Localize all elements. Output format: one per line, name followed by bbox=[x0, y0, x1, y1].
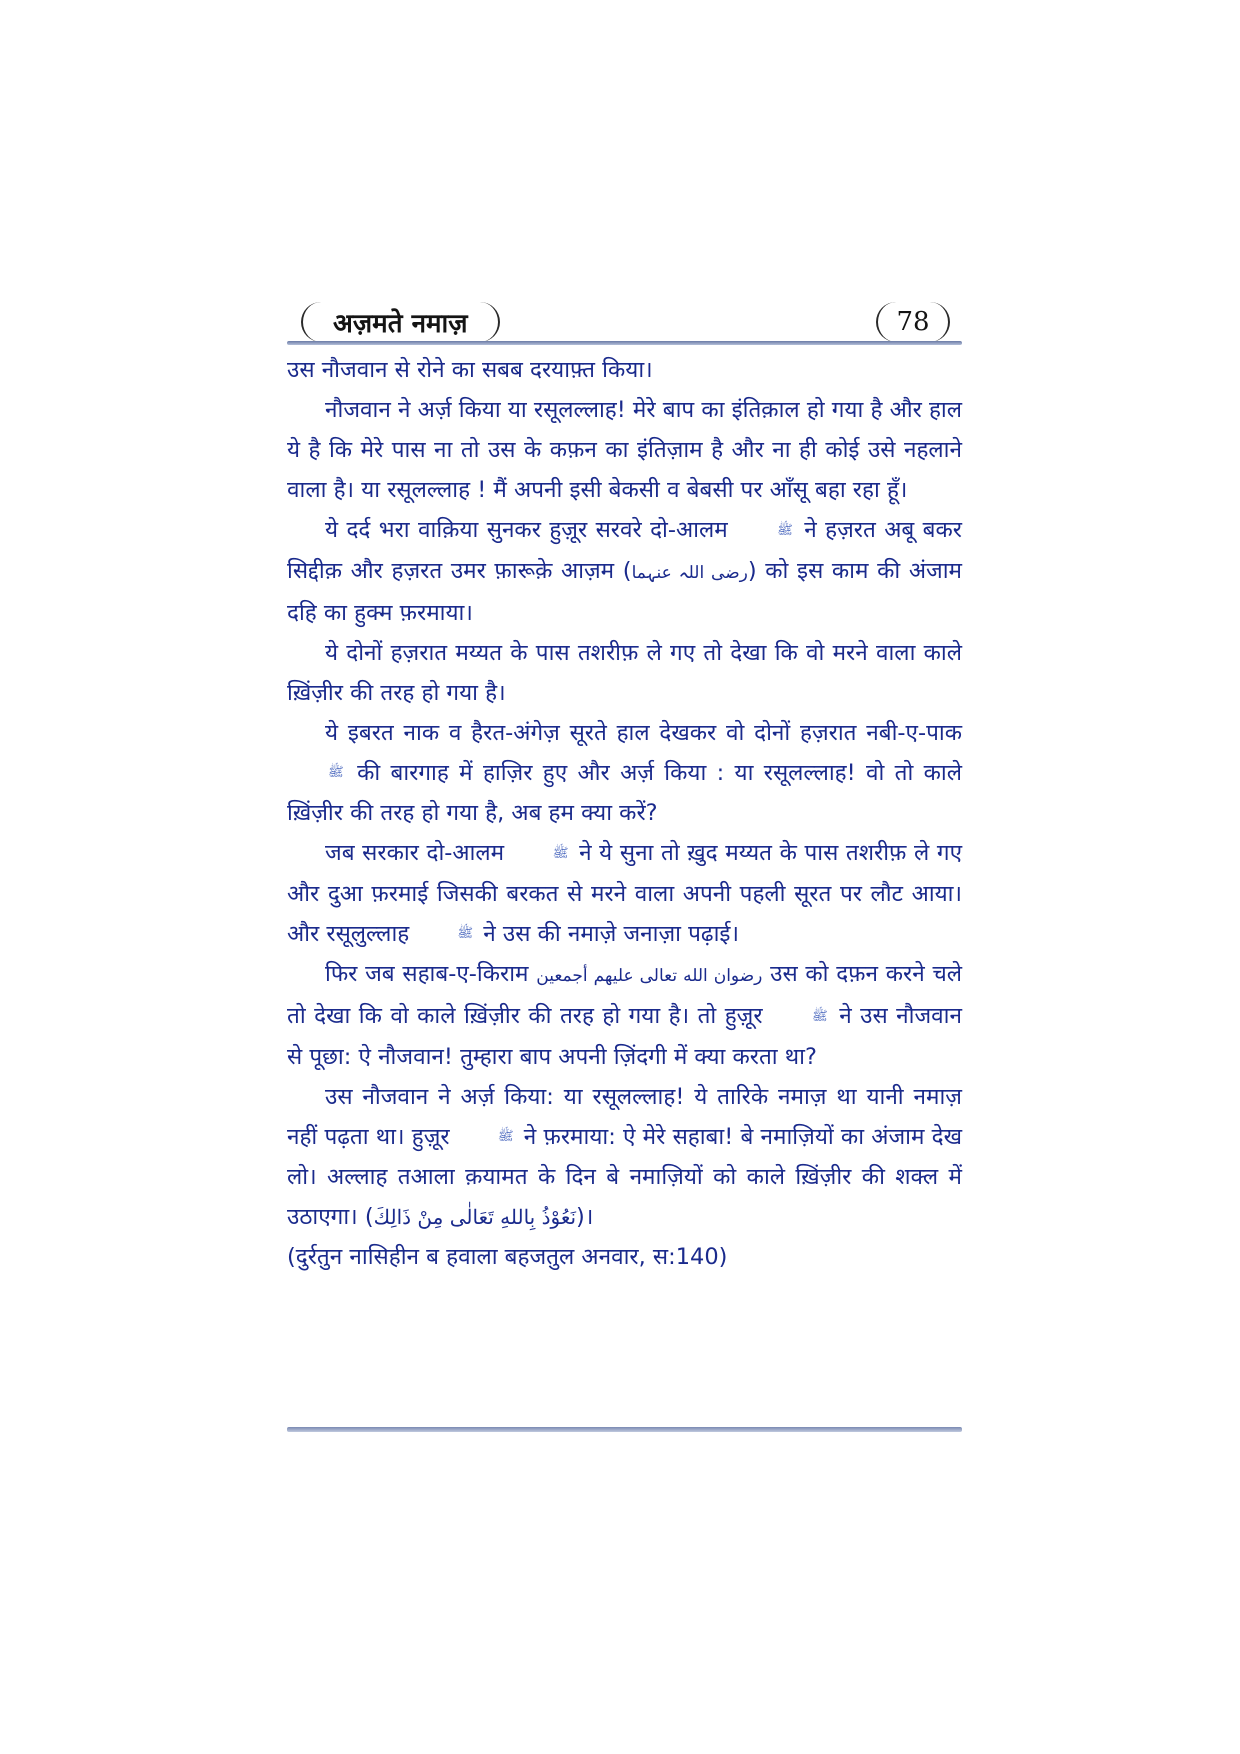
salawat-symbol: ﷺ bbox=[777, 522, 793, 538]
footer-rule bbox=[287, 1427, 962, 1432]
page-header bbox=[287, 300, 962, 346]
book-title: अज़मते नमाज़ bbox=[301, 302, 500, 342]
paragraph-8: उस नौजवान ने अर्ज़ किया: या रसूलल्लाह! ये तारिके नमाज़ था यानी नमाज़ नहीं पढ़ता था। हुज़ूर ﷺ ने फ़रमाया: ऐ मेरे सहाबा! बे नमाज़ियों का अंजाम देख लो। अल्लाह तआला क़यामत के दिन बे नमाज़ियों को काले ख़िंज़ीर की शक्ल में उठाएगा। (نَعُوْذُ بِاللهِ تَعَالٰى مِنْ ذَالِكَ)। bbox=[287, 1083, 963, 1230]
salawat-symbol: ﷺ bbox=[497, 1129, 514, 1144]
paragraph-5: ये इबरत नाक व हैरत-अंगेज़ सूरते हाल देखकर वो दोनों हज़रात नबी-ए-पाक ﷺ की बारगाह में हाज़िर हुए और अर्ज़ किया : या रसूलल्लाह! वो तो काले ख़िंज़ीर की तरह हो गया है, अब हम क्या करें? bbox=[287, 719, 962, 826]
header-rule bbox=[287, 341, 962, 345]
paragraph-4: ये दोनों हज़रात मय्यत के पास तशरीफ़ ले गए तो देखा कि वो मरने वाला काले ख़िंज़ीर की तरह हो गया है। bbox=[287, 639, 962, 706]
page-number: 78 bbox=[876, 302, 950, 342]
paragraph-3: ये दर्द भरा वाक़िया सुनकर हुज़ूर सरवरे दो-आलम ﷺ ने हज़रत अबू बकर सिद्दीक़ और हज़रत उमर फ़ारूक़े आज़म (رضی اللہ عنہما) को इस काम की अंजाम दहि का हुक्म फ़रमाया। bbox=[287, 510, 962, 633]
salawat-symbol: ﷺ bbox=[812, 1008, 828, 1024]
arabic-phrase: نَعُوْذُ بِاللهِ تَعَالٰى مِنْ ذَالِكَ bbox=[373, 1205, 577, 1229]
salawat-symbol: ﷺ bbox=[457, 926, 474, 941]
paragraph-7: फिर जब सहाब-ए-किराम رضوان الله تعالى عليهم أجمعين उस को दफ़न करने चले तो देखा कि वो काले ख़िंज़ीर की तरह हो गया है। तो हुज़ूर ﷺ ने उस नौजवान से पूछा: ऐ नौजवान! तुम्हारा बाप अपनी ज़िंदगी में क्या करता था? bbox=[287, 961, 963, 1070]
salawat-symbol: ﷺ bbox=[328, 765, 344, 780]
radiallahu-symbol: رضی اللہ عنہما bbox=[631, 562, 748, 583]
paragraph-2: नौजवान ने अर्ज़ किया या रसूलल्लाह! मेरे बाप का इंतिक़ाल हो गया है और हाल ये है कि मेरे पास ना तो उस के कफ़न का इंतिज़ाम है और ना ही कोई उसे नहलाने वाला है। या रसूलल्लाह ! मैं अपनी इसी बेकसी व बेबसी पर आँसू बहा रहा हूँ। bbox=[287, 397, 962, 503]
paragraph-6: जब सरकार दो-आलम ﷺ ने ये सुना तो ख़ुद मय्यत के पास तशरीफ़ ले गए और दुआ फ़रमाई जिसकी बरकत से मरने वाला अपनी पहली सूरत पर लौट आया। और रसूलुल्लाह ﷺ ने उस की नमाज़े जनाज़ा पढ़ाई। bbox=[287, 833, 962, 954]
arabic-phrase: رضوان الله تعالى عليهم أجمعين bbox=[536, 966, 763, 986]
paragraph-1: उस नौजवान से रोने का सबब दरयाफ़्त किया। bbox=[287, 357, 653, 383]
salawat-symbol: ﷺ bbox=[552, 845, 569, 861]
citation: (दुर्रतुन नासिहीन ब हवाला बहजतुल अनवार, स:140) bbox=[287, 1244, 728, 1270]
page-body bbox=[287, 350, 962, 1277]
